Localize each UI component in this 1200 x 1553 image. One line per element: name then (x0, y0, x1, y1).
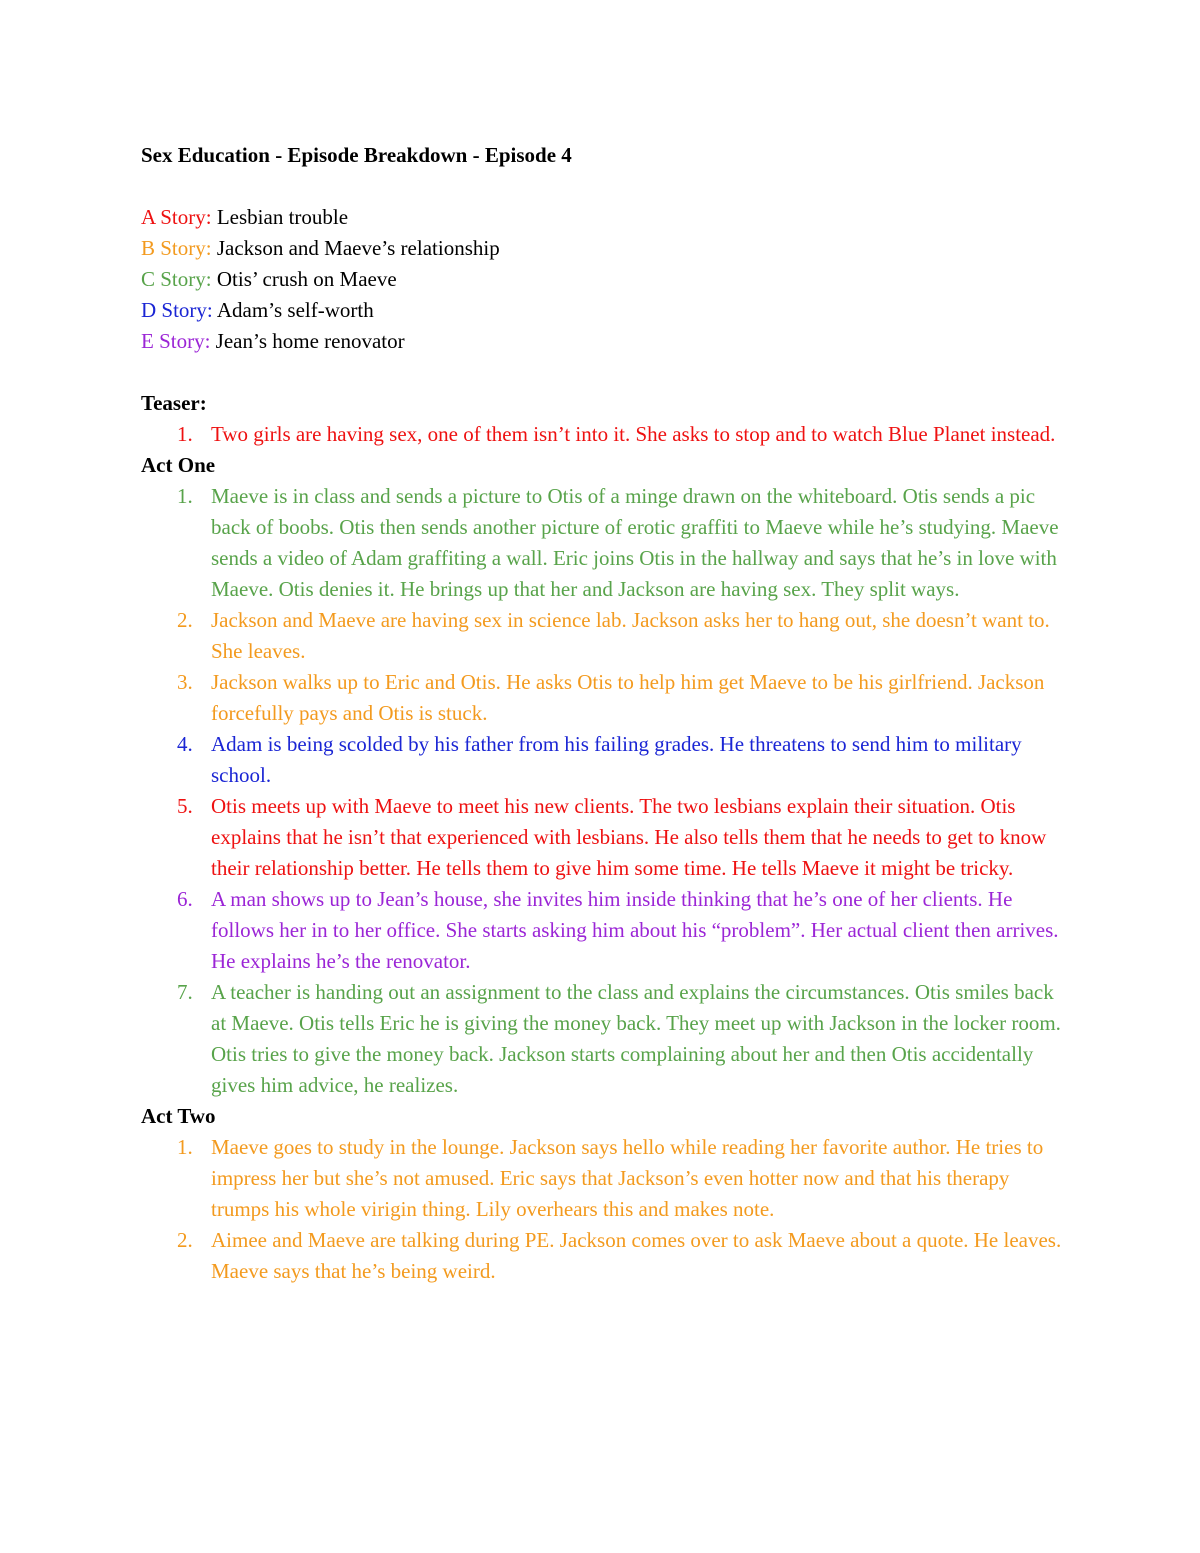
act-one-heading: Act One (141, 453, 216, 477)
list-item-number: 6. (177, 887, 193, 911)
list-item (141, 1225, 1071, 1287)
list-item-number: 1. (177, 1135, 193, 1159)
list-item-number: 1. (177, 422, 193, 446)
list-item-number: 5. (177, 794, 193, 818)
teaser-heading: Teaser: (141, 391, 207, 415)
list-item (141, 605, 1071, 667)
act-one-list (141, 481, 1071, 1101)
list-item (141, 419, 1071, 450)
list-item-text: Maeve goes to study in the lounge. Jackson says hello while reading her favorite author. He tries to impress her but she’s not amused. Eric says that Jackson’s even hotter now and that his therapy trumps his whole virigin thing. Lily overhears this and makes note. (211, 1135, 1044, 1221)
list-item (141, 977, 1071, 1101)
story-c-label: C Story: (141, 267, 212, 291)
story-e (141, 326, 1071, 357)
list-item-number: 1. (177, 484, 193, 508)
story-d (141, 295, 1071, 326)
list-item (141, 884, 1071, 977)
list-item-text: Otis meets up with Maeve to meet his new clients. The two lesbians explain their situation. Otis explains that he isn’t that experienced with lesbians. He also tells them that he needs to get to know their relationship better. He tells them to give him some time. He tells Maeve it might be tricky. (211, 794, 1047, 880)
story-c-text: Otis’ crush on Maeve (211, 267, 397, 291)
list-item-number: 3. (177, 670, 193, 694)
story-e-text: Jean’s home renovator (210, 329, 405, 353)
story-a-text: Lesbian trouble (211, 205, 349, 229)
list-item-number: 7. (177, 980, 193, 1004)
list-item-number: 2. (177, 608, 193, 632)
list-item-number: 2. (177, 1228, 193, 1252)
list-item-text: Adam is being scolded by his father from his failing grades. He threatens to send him to military school. (211, 732, 1022, 787)
act-two-list (141, 1132, 1071, 1287)
story-d-label: D Story: (141, 298, 213, 322)
list-item-text: Two girls are having sex, one of them isn’t into it. She asks to stop and to watch Blue Planet instead. (211, 422, 1056, 446)
document-title: Sex Education - Episode Breakdown - Episode 4 (141, 143, 572, 167)
list-item (141, 791, 1071, 884)
story-legend (141, 202, 1071, 357)
act-two-heading: Act Two (141, 1104, 216, 1128)
list-item-text: A teacher is handing out an assignment to the class and explains the circumstances. Otis smiles back at Maeve. Otis tells Eric he is giving the money back. They meet up with Jackson in the locker room. Otis tries to give the money back. Jackson starts complaining about her and then Otis accidentally gives him advice, he realizes. (211, 980, 1061, 1097)
list-item (141, 667, 1071, 729)
story-d-text: Adam’s self-worth (212, 298, 374, 322)
story-e-label: E Story: (141, 329, 211, 353)
list-item (141, 729, 1071, 791)
list-item-number: 4. (177, 732, 193, 756)
list-item-text: Jackson and Maeve are having sex in science lab. Jackson asks her to hang out, she doesn’t want to. She leaves. (211, 608, 1050, 663)
list-item-text: A man shows up to Jean’s house, she invites him inside thinking that he’s one of her clients. He follows her in to her office. She starts asking him about his “problem”. Her actual client then arrives. He explains he’s the renovator. (211, 887, 1059, 973)
document-page (141, 140, 1071, 1287)
story-b-text: Jackson and Maeve’s relationship (211, 236, 500, 260)
list-item-text: Jackson walks up to Eric and Otis. He asks Otis to help him get Maeve to be his girlfriend. Jackson forcefully pays and Otis is stuck. (211, 670, 1045, 725)
list-item-text: Maeve is in class and sends a picture to Otis of a minge drawn on the whiteboard. Otis sends a pic back of boobs. Otis then sends another picture of erotic graffiti to Maeve while he’s studying. Maeve sends a video of Adam graffiting a wall. Eric joins Otis in the hallway and says that he’s in love with Maeve. Otis denies it. He brings up that her and Jackson are having sex. They split ways. (211, 484, 1059, 601)
list-item-text: Aimee and Maeve are talking during PE. Jackson comes over to ask Maeve about a quote. He leaves. Maeve says that he’s being weird. (211, 1228, 1062, 1283)
list-item (141, 1132, 1071, 1225)
story-a-label: A Story: (141, 205, 212, 229)
story-b (141, 233, 1071, 264)
list-item (141, 481, 1071, 605)
story-b-label: B Story: (141, 236, 212, 260)
story-c (141, 264, 1071, 295)
story-a (141, 202, 1071, 233)
teaser-list (141, 419, 1071, 450)
